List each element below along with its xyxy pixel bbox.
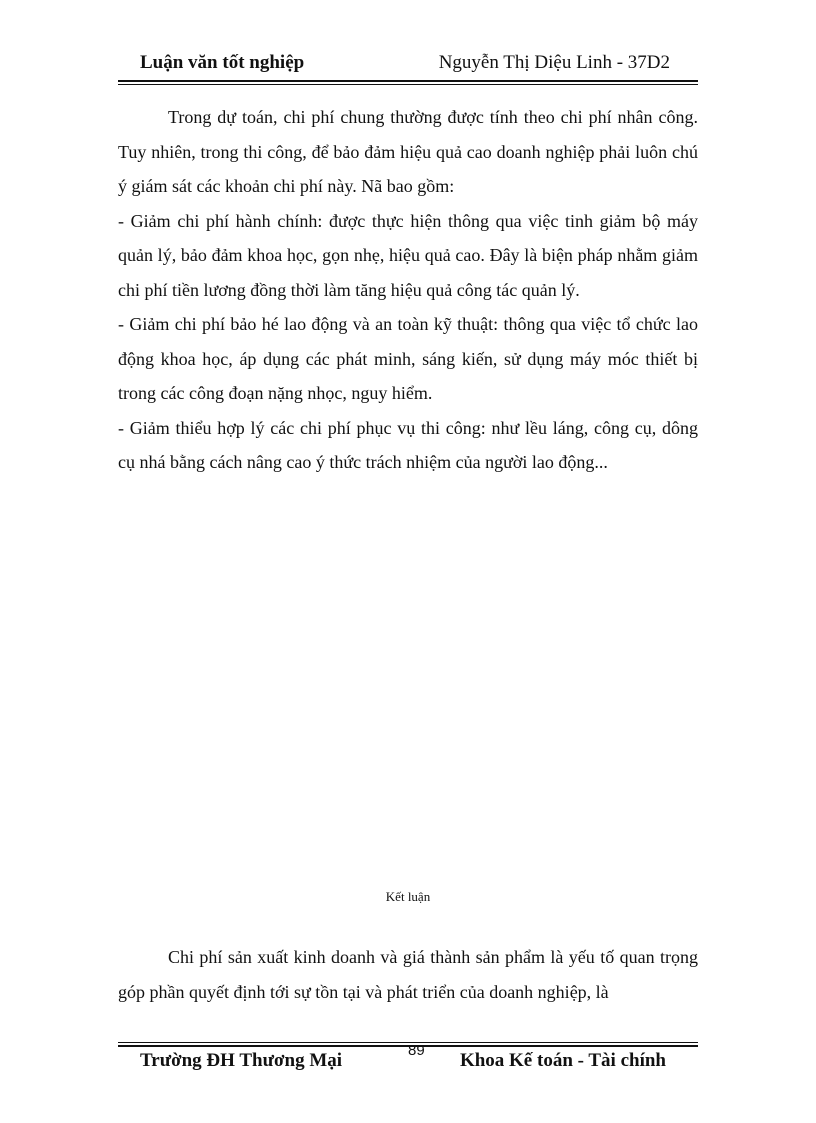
conclusion-paragraph: Chi phí sản xuất kinh doanh và giá thành sản phẩm là yếu tố quan trọng góp phần quyết định tới sự tồn tại và phát triển của doanh nghiệp, là [118,947,698,1002]
section-title: Kết luận [385,889,431,904]
page-footer [118,1042,698,1076]
header-rule-thin [118,84,698,85]
header-author: Nguyễn Thị Diệu Linh - 37D2 [438,52,670,73]
body-paragraph-service-costs: - Giảm thiểu hợp lý các chi phí phục vụ thi công: như lều láng, công cụ, dông cụ nhá bằng cách nâng cao ý thức trách nhiệm của người lao động... [118,417,698,472]
header-rule-thick [118,80,698,82]
conclusion-text [118,940,698,1009]
body-paragraph-safety-costs: - Giảm chi phí bảo hé lao động và an toàn kỹ thuật: thông qua việc tổ chức lao động khoa học, áp dụng các phát minh, sáng kiến, sử dụng máy móc thiết bị trong các công đoạn nặng nhọc, nguy hiểm. [118,314,698,403]
page-number: 89 [408,1042,425,1059]
body-text [118,100,698,480]
footer-school: Trường ĐH Thương Mại [140,1050,343,1071]
body-paragraph-intro: Trong dự toán, chi phí chung thường được tính theo chi phí nhân công. Tuy nhiên, trong thi công, để bảo đảm hiệu quả cao doanh nghiệp phải luôn chú ý giám sát các khoản chi phí này. Nã bao gồm: [118,107,698,196]
body-paragraph-admin-costs: - Giảm chi phí hành chính: được thực hiện thông qua việc tinh giảm bộ máy quản lý, bảo đảm khoa học, gọn nhẹ, hiệu quả cao. Đây là biện pháp nhằm giảm chi phí tiền lương đồng thời làm tăng hiệu quả công tác quản lý. [118,210,698,300]
footer-department: Khoa Kế toán - Tài chính [459,1050,666,1071]
header-title: Luận văn tốt nghiệp [140,52,305,73]
page-header [118,52,698,80]
